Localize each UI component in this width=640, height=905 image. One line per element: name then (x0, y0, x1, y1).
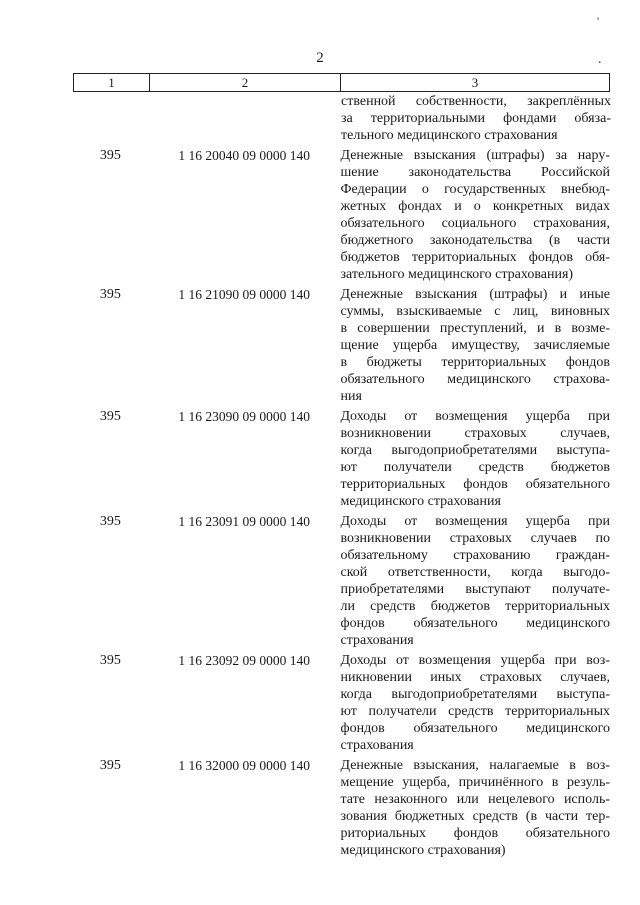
description (341, 652, 611, 754)
table-row (73, 408, 610, 510)
table-row (73, 757, 610, 859)
description-line: тельного медицинского страхования (341, 128, 558, 143)
table-row (73, 286, 610, 405)
description-line: жетных фондах и о конкретных видах (340, 199, 610, 214)
description-line: суммы, взыскиваемые с лиц, виновных (340, 304, 610, 319)
description-line: обязательному страхованию граждан- (340, 548, 610, 563)
description-line: риториальных фондов обязательного (340, 826, 610, 841)
description-line: Денежные взыскания (штрафы) за нару- (340, 148, 610, 163)
description-line: когда выгодоприобретателями выступа- (340, 443, 610, 458)
description-line: никновении иных страховых случаев, (340, 670, 610, 685)
description (341, 408, 611, 510)
description-line: фондов обязательного медицинского (340, 616, 610, 631)
description (341, 147, 611, 283)
description-line: зования бюджетных средств (в части тер- (340, 809, 610, 824)
budget-code: 1 16 23091 09 0000 140 (178, 514, 310, 529)
page-number: 2 (316, 50, 324, 66)
description-line: ской ответственности, когда выгодо- (340, 565, 610, 580)
table-row (73, 652, 610, 754)
description-line: Федерации о государственных внебюд- (340, 182, 610, 197)
description-line: Денежные взыскания (штрафы) и иные (340, 287, 610, 302)
description-line: щение ущерба имуществу, зачисляемые (340, 338, 610, 353)
header-col-3: 3 (471, 75, 479, 90)
header-col-2: 2 (150, 74, 341, 91)
description (341, 286, 611, 405)
admin-code: 395 (99, 148, 121, 163)
description-line: фондов обязательного медицинского (340, 721, 610, 736)
description-line: ют получатели средств бюджетов (340, 460, 610, 475)
description-line: бюджетов территориальных фондов обя- (340, 250, 610, 265)
admin-code: 395 (99, 758, 121, 773)
header-col-1: 1 (74, 74, 150, 91)
description-line: за территориальными фондами обяза- (341, 111, 611, 126)
table-header (73, 73, 610, 92)
budget-code: 1 16 21090 09 0000 140 (178, 287, 310, 302)
table-row (73, 147, 610, 283)
description-line: медицинского страхования (340, 494, 501, 509)
description-line: приобретателями выступают получате- (340, 582, 610, 597)
description-line: тате незаконного или нецелевого исполь- (340, 792, 610, 807)
description (341, 757, 611, 859)
description-line: когда выгодоприобретателями выступа- (340, 687, 610, 702)
corner-mark: ' (597, 14, 600, 28)
table-row (73, 513, 610, 649)
continued-description (341, 93, 611, 144)
description-line: зательного медицинского страхования) (340, 267, 574, 282)
description-line: Доходы от возмещения ущерба при (340, 514, 610, 529)
description-line: Доходы от возмещения ущерба при (340, 409, 610, 424)
description-line: ния (340, 389, 362, 404)
description-line: в совершении преступлений, и в возме- (340, 321, 610, 336)
description-line: ли средств бюджетов территориальных (340, 599, 610, 614)
description-line: обязательного медицинского страхова- (340, 372, 610, 387)
description-line: Доходы от возмещения ущерба при воз- (340, 653, 610, 668)
budget-code: 1 16 23092 09 0000 140 (178, 653, 310, 668)
description-line: шение законодательства Российской (340, 165, 610, 180)
description-line: в бюджеты территориальных фондов (340, 355, 610, 370)
description-line: возникновении страховых случаев, (340, 426, 610, 441)
description-line: Денежные взыскания, налагаемые в воз- (340, 758, 610, 773)
budget-code: 1 16 20040 09 0000 140 (178, 148, 310, 163)
admin-code: 395 (99, 514, 121, 529)
description-line: медицинского страхования) (340, 843, 506, 858)
description-line: мещение ущерба, причинённого в резуль- (340, 775, 610, 790)
budget-code: 1 16 32000 09 0000 140 (178, 758, 310, 773)
budget-code: 1 16 23090 09 0000 140 (178, 409, 310, 424)
description-line: бюджетного законодательства (в части (340, 233, 610, 248)
description-line: ют получатели средств территориальных (340, 704, 610, 719)
admin-code: 395 (99, 287, 121, 302)
admin-code: 395 (99, 653, 121, 668)
table-body (73, 93, 610, 859)
admin-code: 395 (99, 409, 121, 424)
description-line: ственной собственности, закреплённых (341, 94, 611, 109)
description-line: возникновении страховых случаев по (340, 531, 610, 546)
corner-dot: . (598, 52, 602, 67)
description-line: страхования (340, 738, 414, 753)
description (341, 513, 611, 649)
description-line: территориальных фондов обязательного (340, 477, 610, 492)
description-line: обязательного социального страхования, (340, 216, 610, 231)
description-line: страхования (340, 633, 414, 648)
